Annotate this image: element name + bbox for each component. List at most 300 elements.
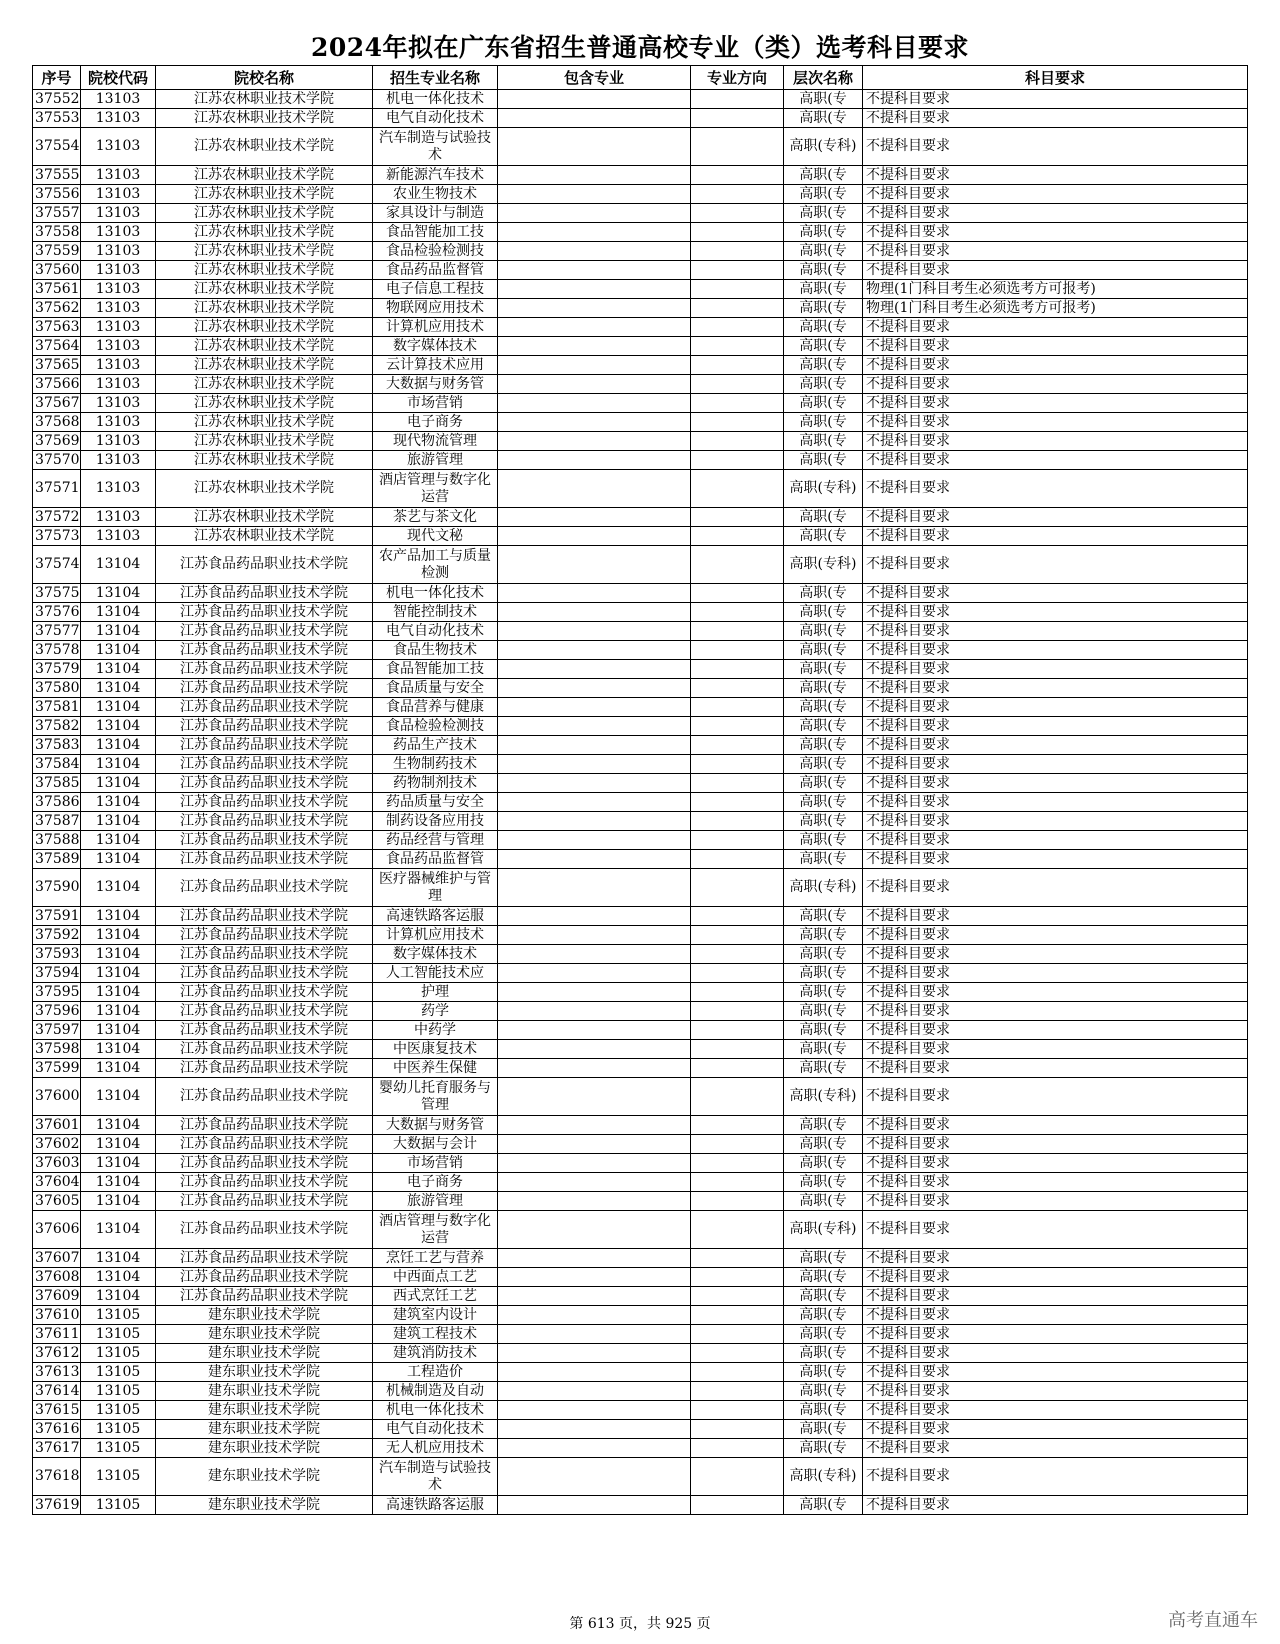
table-cell: 13105 [81,1325,156,1344]
table-cell: 高职(专 [784,337,863,356]
table-cell: 13103 [81,451,156,470]
table-cell [498,1040,691,1059]
table-cell: 37574 [33,546,81,584]
table-cell: 不提科目要求 [863,1154,1248,1173]
table-cell: 37568 [33,413,81,432]
table-cell [498,1002,691,1021]
table-cell: 中医养生保健 [373,1059,498,1078]
table-row [33,679,1248,698]
table-cell [498,1249,691,1268]
table-cell: 西式烹饪工艺 [373,1287,498,1306]
table-cell: 高职(专 [784,850,863,869]
table-cell: 37599 [33,1059,81,1078]
table-row [33,1040,1248,1059]
table-cell: 高职(专 [784,717,863,736]
table-cell [498,356,691,375]
table-cell: 13103 [81,242,156,261]
table-cell: 不提科目要求 [863,1059,1248,1078]
table-cell: 药品生产技术 [373,736,498,755]
table-cell: 电气自动化技术 [373,1420,498,1439]
table-cell: 不提科目要求 [863,584,1248,603]
column-header: 序号 [33,66,81,90]
table-row [33,470,1248,508]
table-cell: 医疗器械维护与管理 [373,869,498,907]
table-cell: 高职(专 [784,223,863,242]
table-cell [691,641,784,660]
table-cell [691,1306,784,1325]
table-cell: 食品检验检测技 [373,242,498,261]
table-cell [691,1363,784,1382]
table-cell: 数字媒体技术 [373,337,498,356]
table-cell: 13103 [81,204,156,223]
table-cell: 高职(专 [784,622,863,641]
table-cell: 物理(1门科目考生必须选考方可报考) [863,280,1248,299]
table-row [33,1002,1248,1021]
table-cell: 13104 [81,1154,156,1173]
table-row [33,1059,1248,1078]
table-cell: 江苏食品药品职业技术学院 [156,1173,373,1192]
table-cell: 37592 [33,926,81,945]
table-cell: 高职(专 [784,1268,863,1287]
table-cell: 13103 [81,166,156,185]
table-cell: 13104 [81,1287,156,1306]
table-cell [498,204,691,223]
table-cell: 不提科目要求 [863,1420,1248,1439]
table-cell: 不提科目要求 [863,223,1248,242]
column-header: 院校名称 [156,66,373,90]
table-row [33,1382,1248,1401]
table-row [33,375,1248,394]
table-cell: 13104 [81,793,156,812]
table-cell: 不提科目要求 [863,983,1248,1002]
table-row [33,242,1248,261]
table-cell: 37559 [33,242,81,261]
table-cell [498,527,691,546]
table-cell: 江苏食品药品职业技术学院 [156,584,373,603]
table-cell [691,1344,784,1363]
table-cell: 机电一体化技术 [373,90,498,109]
table-cell: 高职(专 [784,394,863,413]
table-cell: 江苏农林职业技术学院 [156,109,373,128]
table-cell [691,1287,784,1306]
table-cell: 江苏农林职业技术学院 [156,375,373,394]
table-cell [498,413,691,432]
table-row [33,109,1248,128]
table-cell: 江苏食品药品职业技术学院 [156,1021,373,1040]
table-cell: 13104 [81,1249,156,1268]
table-cell [691,850,784,869]
table-cell: 大数据与财务管 [373,1116,498,1135]
table-cell: 高职(专 [784,1401,863,1420]
table-cell: 高职(专科) [784,1078,863,1116]
table-cell: 高职(专 [784,90,863,109]
table-cell: 37603 [33,1154,81,1173]
table-cell: 高职(专 [784,584,863,603]
table-cell: 高职(专 [784,375,863,394]
table-cell: 不提科目要求 [863,1325,1248,1344]
table-cell: 不提科目要求 [863,774,1248,793]
table-cell: 37569 [33,432,81,451]
table-cell: 13105 [81,1439,156,1458]
table-cell: 药品质量与安全 [373,793,498,812]
table-cell [691,1021,784,1040]
table-cell: 不提科目要求 [863,1458,1248,1496]
table-row [33,394,1248,413]
table-cell: 江苏食品药品职业技术学院 [156,755,373,774]
table-cell: 13104 [81,1135,156,1154]
table-row [33,451,1248,470]
table-row [33,413,1248,432]
table-cell: 高职(专 [784,1382,863,1401]
table-cell: 江苏食品药品职业技术学院 [156,812,373,831]
table-cell [691,831,784,850]
table-cell: 建东职业技术学院 [156,1344,373,1363]
table-cell: 建东职业技术学院 [156,1363,373,1382]
table-cell: 计算机应用技术 [373,318,498,337]
table-cell [691,717,784,736]
table-row [33,527,1248,546]
table-cell [691,508,784,527]
table-cell: 婴幼儿托育服务与管理 [373,1078,498,1116]
table-cell: 37579 [33,660,81,679]
table-row [33,907,1248,926]
table-row [33,1325,1248,1344]
table-cell: 13103 [81,508,156,527]
table-row [33,185,1248,204]
table-cell: 江苏食品药品职业技术学院 [156,1249,373,1268]
table-row [33,641,1248,660]
column-header: 院校代码 [81,66,156,90]
table-cell: 13104 [81,1173,156,1192]
table-cell [691,1192,784,1211]
table-cell: 不提科目要求 [863,1040,1248,1059]
table-cell: 13104 [81,831,156,850]
table-cell: 江苏农林职业技术学院 [156,299,373,318]
table-cell [691,622,784,641]
table-cell [498,242,691,261]
table-cell: 不提科目要求 [863,755,1248,774]
table-cell: 不提科目要求 [863,451,1248,470]
table-cell: 不提科目要求 [863,831,1248,850]
table-cell [691,603,784,622]
table-cell: 37590 [33,869,81,907]
table-cell [498,641,691,660]
table-cell: 电气自动化技术 [373,622,498,641]
table-cell: 高职(专 [784,280,863,299]
table-cell: 37616 [33,1420,81,1439]
table-cell: 37581 [33,698,81,717]
table-cell: 食品智能加工技 [373,223,498,242]
table-cell: 37613 [33,1363,81,1382]
table-cell [498,717,691,736]
table-cell: 不提科目要求 [863,1344,1248,1363]
table-cell: 建东职业技术学院 [156,1306,373,1325]
table-cell: 江苏食品药品职业技术学院 [156,546,373,584]
table-cell [498,850,691,869]
table-row [33,1420,1248,1439]
table-cell: 江苏食品药品职业技术学院 [156,983,373,1002]
table-cell [498,1173,691,1192]
table-cell [691,660,784,679]
table-cell: 37575 [33,584,81,603]
table-cell: 中医康复技术 [373,1040,498,1059]
column-header: 包含专业 [498,66,691,90]
table-cell: 无人机应用技术 [373,1439,498,1458]
table-cell: 江苏食品药品职业技术学院 [156,1268,373,1287]
table-cell [691,1116,784,1135]
table-cell [691,337,784,356]
table-cell: 不提科目要求 [863,242,1248,261]
table-cell: 不提科目要求 [863,185,1248,204]
table-cell: 智能控制技术 [373,603,498,622]
table-cell: 高职(专 [784,983,863,1002]
table-cell [691,1173,784,1192]
table-cell [691,166,784,185]
table-cell: 高速铁路客运服 [373,1496,498,1515]
table-cell: 不提科目要求 [863,1116,1248,1135]
table-cell: 37605 [33,1192,81,1211]
table-cell: 不提科目要求 [863,375,1248,394]
table-cell [498,1059,691,1078]
table-row [33,1363,1248,1382]
table-cell [691,1420,784,1439]
table-cell [691,546,784,584]
table-cell: 江苏农林职业技术学院 [156,204,373,223]
table-cell: 高职(专 [784,318,863,337]
table-cell: 不提科目要求 [863,1192,1248,1211]
table-row [33,1135,1248,1154]
table-cell [691,1401,784,1420]
table-cell [498,679,691,698]
table-cell: 食品智能加工技 [373,660,498,679]
table-cell: 13103 [81,337,156,356]
table-cell: 不提科目要求 [863,1306,1248,1325]
table-cell [691,242,784,261]
table-cell [498,945,691,964]
table-cell: 37554 [33,128,81,166]
table-cell: 37584 [33,755,81,774]
table-cell [691,204,784,223]
table-cell [691,413,784,432]
table-cell: 37610 [33,1306,81,1325]
table-cell: 市场营销 [373,394,498,413]
table-cell [691,774,784,793]
table-cell: 不提科目要求 [863,736,1248,755]
table-row [33,1192,1248,1211]
table-row [33,261,1248,280]
table-row [33,1116,1248,1135]
table-cell: 不提科目要求 [863,1021,1248,1040]
table-cell [498,1135,691,1154]
table-cell: 高职(专 [784,451,863,470]
table-cell [498,1211,691,1249]
table-cell: 不提科目要求 [863,318,1248,337]
table-cell: 计算机应用技术 [373,926,498,945]
table-cell: 37558 [33,223,81,242]
table-cell: 13104 [81,679,156,698]
table-cell: 高职(专 [784,1496,863,1515]
table-cell: 不提科目要求 [863,1135,1248,1154]
table-cell: 江苏农林职业技术学院 [156,318,373,337]
table-row [33,1021,1248,1040]
table-cell: 江苏农林职业技术学院 [156,337,373,356]
table-cell: 江苏食品药品职业技术学院 [156,926,373,945]
table-cell: 江苏食品药品职业技术学院 [156,945,373,964]
table-cell [498,1382,691,1401]
table-cell: 云计算技术应用 [373,356,498,375]
table-cell [691,1135,784,1154]
table-cell [498,223,691,242]
table-cell: 旅游管理 [373,1192,498,1211]
table-cell [498,907,691,926]
table-cell: 13104 [81,1021,156,1040]
table-cell: 高职(专 [784,1287,863,1306]
table-cell: 不提科目要求 [863,204,1248,223]
table-cell: 高职(专 [784,1173,863,1192]
table-cell: 高职(专 [784,1192,863,1211]
table-row [33,1268,1248,1287]
table-cell [498,90,691,109]
table-cell: 13104 [81,983,156,1002]
table-cell: 不提科目要求 [863,1211,1248,1249]
table-cell [691,1439,784,1458]
table-row [33,660,1248,679]
table-cell: 江苏食品药品职业技术学院 [156,850,373,869]
table-cell: 13104 [81,926,156,945]
table-cell: 不提科目要求 [863,356,1248,375]
table-cell: 高职(专 [784,185,863,204]
table-cell: 电子商务 [373,413,498,432]
table-cell [498,299,691,318]
table-cell: 37612 [33,1344,81,1363]
table-cell: 37576 [33,603,81,622]
table-cell: 高职(专 [784,812,863,831]
table-cell: 13103 [81,394,156,413]
table-cell: 不提科目要求 [863,850,1248,869]
table-cell: 机械制造及自动 [373,1382,498,1401]
table-cell [498,1078,691,1116]
table-row [33,204,1248,223]
table-cell: 江苏食品药品职业技术学院 [156,1002,373,1021]
table-cell: 药学 [373,1002,498,1021]
table-cell: 13104 [81,812,156,831]
table-cell: 高职(专 [784,1344,863,1363]
table-cell [691,261,784,280]
table-cell: 不提科目要求 [863,603,1248,622]
table-row [33,983,1248,1002]
table-row [33,603,1248,622]
table-cell: 机电一体化技术 [373,584,498,603]
table-row [33,128,1248,166]
table-row [33,831,1248,850]
table-cell [691,1325,784,1344]
table-cell: 13103 [81,470,156,508]
table-cell: 37606 [33,1211,81,1249]
table-cell: 13104 [81,945,156,964]
table-cell [691,90,784,109]
table-cell [498,774,691,793]
table-cell: 13103 [81,299,156,318]
table-row [33,698,1248,717]
table-cell: 现代物流管理 [373,432,498,451]
table-cell [498,1344,691,1363]
table-cell: 江苏食品药品职业技术学院 [156,698,373,717]
table-cell: 江苏食品药品职业技术学院 [156,869,373,907]
table-cell: 13105 [81,1382,156,1401]
table-cell: 37593 [33,945,81,964]
table-cell: 13104 [81,907,156,926]
table-cell: 37578 [33,641,81,660]
table-cell: 食品药品监督管 [373,261,498,280]
table-cell [498,1021,691,1040]
table-cell [498,1287,691,1306]
table-cell: 13104 [81,774,156,793]
table-cell [498,1154,691,1173]
table-cell [498,470,691,508]
table-cell: 江苏食品药品职业技术学院 [156,1116,373,1135]
table-row [33,1173,1248,1192]
table-cell: 不提科目要求 [863,1287,1248,1306]
table-cell: 高职(专 [784,166,863,185]
table-cell: 不提科目要求 [863,1268,1248,1287]
table-row [33,850,1248,869]
table-cell: 旅游管理 [373,451,498,470]
table-cell: 高职(专 [784,945,863,964]
table-cell: 高职(专 [784,698,863,717]
table-cell [498,831,691,850]
table-header [33,66,1248,90]
table-cell: 不提科目要求 [863,470,1248,508]
table-cell: 37587 [33,812,81,831]
table-cell [498,793,691,812]
table-cell: 37580 [33,679,81,698]
table-cell: 高职(专 [784,964,863,983]
table-cell: 江苏农林职业技术学院 [156,432,373,451]
table-cell: 不提科目要求 [863,679,1248,698]
table-cell [498,1496,691,1515]
table-cell: 机电一体化技术 [373,1401,498,1420]
table-row [33,432,1248,451]
table-cell: 不提科目要求 [863,926,1248,945]
table-cell [691,527,784,546]
table-cell: 江苏食品药品职业技术学院 [156,660,373,679]
table-cell: 37596 [33,1002,81,1021]
table-cell: 37556 [33,185,81,204]
table-cell: 高职(专 [784,641,863,660]
table-cell: 37583 [33,736,81,755]
table-row [33,964,1248,983]
table-cell: 37611 [33,1325,81,1344]
table-cell: 37577 [33,622,81,641]
table-cell: 高职(专 [784,774,863,793]
table-cell: 农业生物技术 [373,185,498,204]
table-cell: 37602 [33,1135,81,1154]
table-cell: 电子信息工程技 [373,280,498,299]
table-cell: 茶艺与茶文化 [373,508,498,527]
table-cell: 高职(专 [784,1439,863,1458]
table-cell [498,280,691,299]
table-cell [498,261,691,280]
table-cell: 现代文秘 [373,527,498,546]
table-cell [498,622,691,641]
table-row [33,318,1248,337]
table-cell: 建东职业技术学院 [156,1325,373,1344]
table-cell: 高职(专科) [784,470,863,508]
table-cell [691,869,784,907]
table-cell: 护理 [373,983,498,1002]
table-cell: 高职(专 [784,1325,863,1344]
table-row [33,337,1248,356]
